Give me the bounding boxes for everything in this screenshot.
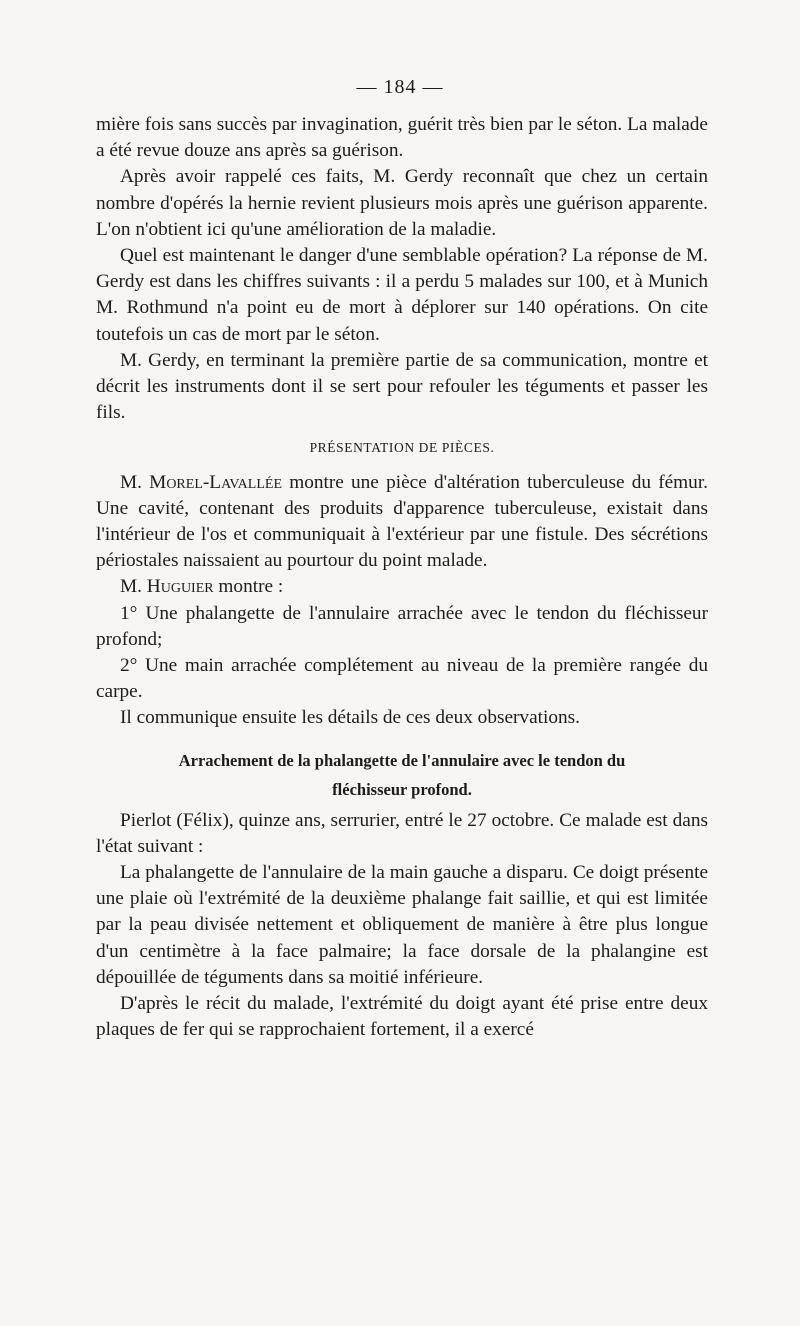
paragraph: D'après le récit du malade, l'extrémité du doigt ayant été prise entre deux plaques de fer qui se rapprochaient fortement, il a exercé: [96, 993, 708, 1041]
paragraph: M. Gerdy, en terminant la première partie de sa communication, montre et décrit les instruments dont il se sert pour refouler les téguments et passer les fils.: [96, 349, 708, 424]
paragraph: La phalangette de l'annulaire de la main gauche a disparu. Ce doigt présente une plaie où l'extrémité de la deuxième phalange fait saillie, et qui est limitée par la peau divisée nettement et obliquement de manière à être plus longue d'un centimètre à la face palmaire; la face dorsale de la phalangine est dépouillée de téguments dans sa moitié inférieure.: [96, 862, 708, 988]
case-heading-line: fléchisseur profond.: [332, 779, 472, 799]
list-item: 2° Une main arrachée complétement au niveau de la première rangée du carpe.: [96, 655, 708, 703]
speaker-name: M. Morel-Lavallée: [120, 471, 282, 493]
case-heading-line: Arrachement de la phalangette de l'annulaire avec le tendon du: [178, 750, 626, 770]
case-heading: [96, 746, 708, 804]
list-item: 1° Une phalangette de l'annulaire arrachée avec le tendon du fléchisseur profond;: [96, 602, 708, 650]
paragraph: Après avoir rappelé ces faits, M. Gerdy reconnaît que chez un certain nombre d'opérés la hernie revient plusieurs mois après une guérison apparente. L'on n'obtient ici qu'une amélioration de la maladie.: [96, 166, 708, 240]
paragraph: Il communique ensuite les détails de ces deux observations.: [120, 707, 580, 729]
paragraph: [96, 470, 708, 575]
paragraph: mière fois sans succès par invagination, guérit très bien par le séton. La malade a été revue douze ans après sa guérison.: [96, 114, 708, 162]
paragraph-text: montre :: [213, 576, 284, 598]
paragraph: [96, 574, 708, 600]
section-heading: PRÉSENTATION DE PIÈCES.: [309, 440, 495, 456]
page-body: [96, 112, 708, 1044]
paragraph: Quel est maintenant le danger d'une semblable opération? La réponse de M. Gerdy est dans les chiffres suivants : il a perdu 5 malades sur 100, et à Munich M. Rothmund n'a point eu de mort à déplorer sur 140 opérations. On cite toutefois un cas de mort par le séton.: [96, 245, 708, 345]
paragraph: Pierlot (Félix), quinze ans, serrurier, entré le 27 octobre. Ce malade est dans l'état suivant :: [96, 809, 708, 857]
page-number: — 184 —: [356, 76, 444, 98]
paragraph-text: montre une pièce d'altération tuberculeuse du fémur. Une cavité, contenant des produits d'apparence tuberculeuse, existait dans l'intérieur de l'os et communiquait à l'extérieur par une fistule. Des sécrétions périostales naissaient au pourtour du point malade.: [96, 471, 709, 572]
speaker-prefix: M.: [120, 576, 147, 598]
speaker-name: Huguier: [146, 576, 214, 598]
